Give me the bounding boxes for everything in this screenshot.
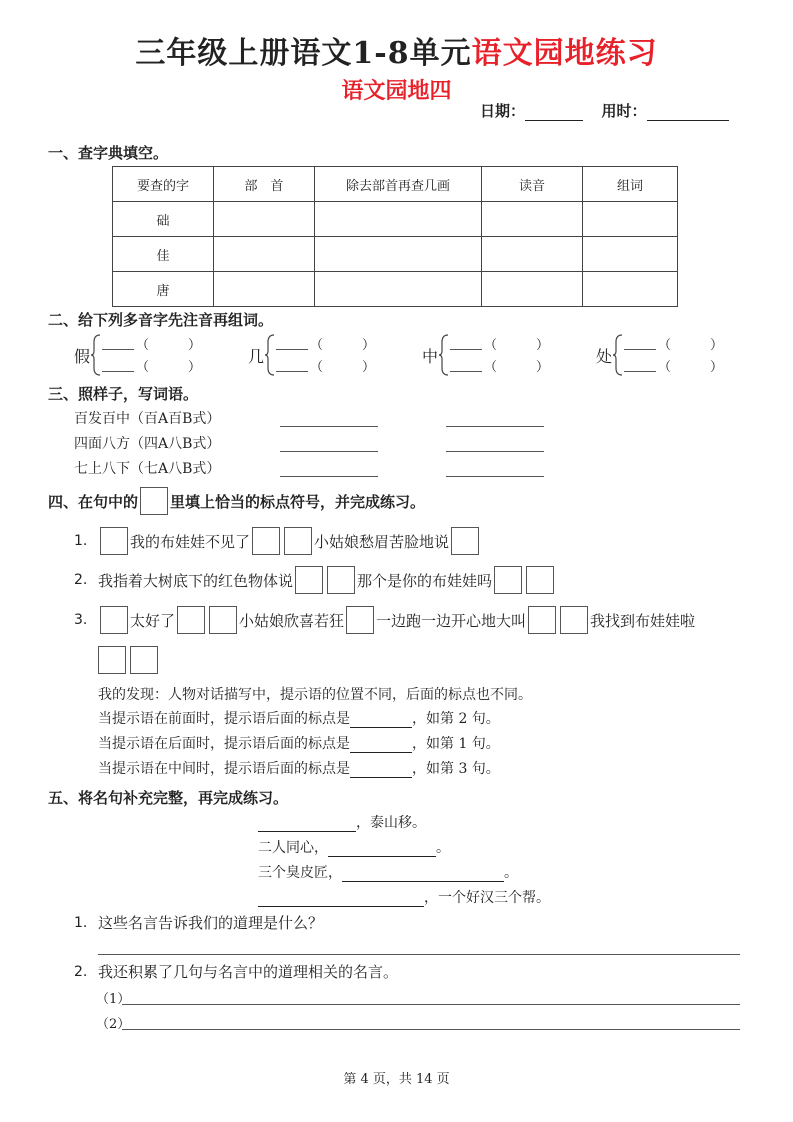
punct-box[interactable]	[295, 566, 323, 594]
word-paren[interactable]: （ ）	[484, 338, 550, 353]
date-time-line	[480, 100, 729, 121]
sentence-3-continued	[96, 646, 160, 674]
proverb-text: 二人同心，	[258, 840, 328, 856]
punct-box[interactable]	[494, 566, 522, 594]
col-header: 要查的字	[113, 167, 214, 202]
answer-cell[interactable]	[214, 272, 315, 307]
polyphone-char: 几	[248, 347, 265, 366]
finding-prompt: 当提示语在前面时，提示语后面的标点是	[98, 711, 350, 727]
polyphone-group	[596, 332, 756, 378]
finding-prompt: 当提示语在中间时，提示语后面的标点是	[98, 761, 350, 777]
question-text: 这些名言告诉我们的道理是什么？	[98, 914, 324, 932]
answer-cell[interactable]	[583, 237, 678, 272]
answer-blank[interactable]	[350, 761, 412, 778]
answer-cell[interactable]	[214, 202, 315, 237]
sentence-text: 一边跑一边开心地大叫	[376, 611, 527, 630]
answer-cell[interactable]	[482, 202, 583, 237]
finding-line	[98, 758, 500, 778]
punct-box[interactable]	[130, 646, 158, 674]
brace-icon	[264, 334, 276, 376]
sentence-text: 太好了	[130, 611, 176, 630]
pinyin-blank[interactable]	[624, 335, 656, 350]
punct-box[interactable]	[526, 566, 554, 594]
pinyin-blank[interactable]	[102, 357, 134, 372]
polyphone-char: 处	[596, 347, 613, 366]
pinyin-blank[interactable]	[624, 357, 656, 372]
proverb-text: ，一个好汉三个帮。	[424, 890, 550, 906]
sentence-text: 我的布娃娃不见了	[130, 532, 251, 551]
answer-blank[interactable]	[328, 840, 436, 857]
finding-text: 我的发现：人物对话描写中，提示语的位置不同，后面的标点也不同。	[98, 687, 532, 703]
date-label: 日期：	[480, 102, 526, 120]
col-header: 读音	[482, 167, 583, 202]
sentence-1	[74, 527, 481, 555]
sentence-text: 那个是你的布娃娃吗	[357, 571, 493, 590]
sentence-text: 我找到布娃娃啦	[590, 611, 696, 630]
pattern-example: 七上八下（七A八B式）	[74, 461, 221, 477]
page-number: 第 4 页，共 14 页	[343, 1072, 450, 1087]
answer-cell[interactable]	[315, 272, 482, 307]
item-label: （2）	[96, 1017, 131, 1032]
page-title	[0, 28, 793, 72]
brace-icon	[438, 334, 450, 376]
sentence-number: 3.	[74, 612, 88, 628]
word-paren[interactable]: （ ）	[136, 360, 202, 375]
finding-line	[98, 733, 500, 753]
title-highlight: 语文园地练习	[471, 36, 658, 71]
punct-box[interactable]	[98, 646, 126, 674]
section-4-heading	[48, 487, 425, 515]
punct-box[interactable]	[528, 606, 556, 634]
sentence-3	[74, 606, 695, 634]
date-blank[interactable]	[525, 104, 583, 121]
table-row	[113, 272, 678, 307]
pinyin-blank[interactable]	[450, 335, 482, 350]
answer-blank[interactable]	[350, 736, 412, 753]
table-row	[113, 237, 678, 272]
word-paren[interactable]: （ ）	[136, 338, 202, 353]
question-2	[74, 961, 398, 982]
time-label: 用时：	[601, 102, 647, 120]
word-paren[interactable]: （ ）	[310, 338, 376, 353]
pattern-example: 百发百中（百A百B式）	[74, 411, 221, 427]
pinyin-blank[interactable]	[102, 335, 134, 350]
table-row	[113, 202, 678, 237]
heading-part: 里填上恰当的标点符号，并完成练习。	[170, 492, 426, 511]
proverb-line	[258, 837, 450, 857]
sentence-text: 小姑娘愁眉苦脸地说	[314, 532, 450, 551]
pinyin-blank[interactable]	[276, 357, 308, 372]
answer-line[interactable]	[122, 1004, 740, 1005]
answer-line[interactable]	[280, 476, 378, 477]
polyphone-group	[74, 332, 234, 378]
char-cell: 唐	[113, 272, 214, 307]
answer-blank[interactable]	[258, 890, 424, 907]
question-1	[74, 912, 323, 933]
punct-box[interactable]	[451, 527, 479, 555]
section-1-heading: 一、查字典填空。	[48, 144, 169, 162]
finding-suffix: ，如第 3 句。	[412, 761, 500, 777]
answer-line[interactable]	[280, 451, 378, 452]
answer-cell[interactable]	[583, 272, 678, 307]
proverb-text: 。	[504, 865, 518, 881]
pinyin-blank[interactable]	[450, 357, 482, 372]
punct-box[interactable]	[177, 606, 205, 634]
section-3-heading: 三、照样子，写词语。	[48, 385, 199, 403]
answer-line[interactable]	[446, 476, 544, 477]
answer-blank[interactable]	[342, 865, 504, 882]
brace-icon	[612, 334, 624, 376]
finding-prompt: 当提示语在后面时，提示语后面的标点是	[98, 736, 350, 752]
word-paren[interactable]: （ ）	[484, 360, 550, 375]
answer-line[interactable]	[446, 451, 544, 452]
answer-cell[interactable]	[583, 202, 678, 237]
question-number: 1.	[74, 914, 88, 931]
question-text: 我还积累了几句与名言中的道理相关的名言。	[98, 963, 399, 981]
dictionary-table	[112, 166, 678, 307]
finding-line	[98, 708, 500, 728]
proverb-line	[258, 862, 518, 882]
proverb-line	[258, 887, 550, 907]
sentence-number: 2.	[74, 572, 88, 588]
col-header: 部 首	[214, 167, 315, 202]
col-header: 组词	[583, 167, 678, 202]
answer-cell[interactable]	[315, 202, 482, 237]
polyphone-char: 中	[422, 347, 439, 366]
punct-box[interactable]	[252, 527, 280, 555]
answer-line[interactable]	[122, 1029, 740, 1030]
punct-box[interactable]	[100, 527, 128, 555]
char-cell: 础	[113, 202, 214, 237]
time-blank[interactable]	[647, 104, 729, 121]
punct-box[interactable]	[346, 606, 374, 634]
proverb-text: ，泰山移。	[356, 815, 426, 831]
finding-suffix: ，如第 2 句。	[412, 711, 500, 727]
answer-blank[interactable]	[258, 815, 356, 832]
proverb-text: 三个臭皮匠，	[258, 865, 342, 881]
answer-line[interactable]	[98, 954, 740, 955]
answer-cell[interactable]	[214, 237, 315, 272]
heading-part: 四、在句中的	[48, 492, 139, 511]
polyphone-group	[248, 332, 408, 378]
answer-cell[interactable]	[315, 237, 482, 272]
punct-box[interactable]	[209, 606, 237, 634]
section-2-heading: 二、给下列多音字先注音再组词。	[48, 311, 274, 329]
punct-box	[140, 487, 168, 515]
question-number: 2.	[74, 963, 88, 980]
word-paren[interactable]: （ ）	[658, 338, 724, 353]
answer-line[interactable]	[280, 426, 378, 427]
proverb-line	[258, 812, 426, 832]
col-header: 除去部首再查几画	[315, 167, 482, 202]
title-main: 三年级上册语文1-8单元	[135, 36, 472, 71]
polyphone-char: 假	[74, 347, 91, 366]
sentence-text: 我指着大树底下的红色物体说	[98, 571, 294, 590]
finding-suffix: ，如第 1 句。	[412, 736, 500, 752]
item-label: （1）	[96, 992, 131, 1007]
punct-box[interactable]	[560, 606, 588, 634]
pinyin-blank[interactable]	[276, 335, 308, 350]
punct-box[interactable]	[100, 606, 128, 634]
sentence-number: 1.	[74, 533, 88, 549]
word-paren[interactable]: （ ）	[658, 360, 724, 375]
punct-box[interactable]	[327, 566, 355, 594]
answer-cell[interactable]	[482, 237, 583, 272]
sentence-2	[74, 566, 556, 594]
word-paren[interactable]: （ ）	[310, 360, 376, 375]
table-header-row	[113, 167, 678, 202]
polyphone-group	[422, 332, 582, 378]
page-subtitle: 语文园地四	[341, 78, 452, 104]
section-5-heading: 五、将名句补充完整，再完成练习。	[48, 789, 289, 807]
answer-line[interactable]	[446, 426, 544, 427]
proverb-text: 。	[436, 840, 450, 856]
answer-cell[interactable]	[482, 272, 583, 307]
brace-icon	[90, 334, 102, 376]
answer-blank[interactable]	[350, 711, 412, 728]
pattern-example: 四面八方（四A八B式）	[74, 436, 221, 452]
sentence-text: 小姑娘欣喜若狂	[239, 611, 345, 630]
punct-box[interactable]	[284, 527, 312, 555]
char-cell: 佳	[113, 237, 214, 272]
